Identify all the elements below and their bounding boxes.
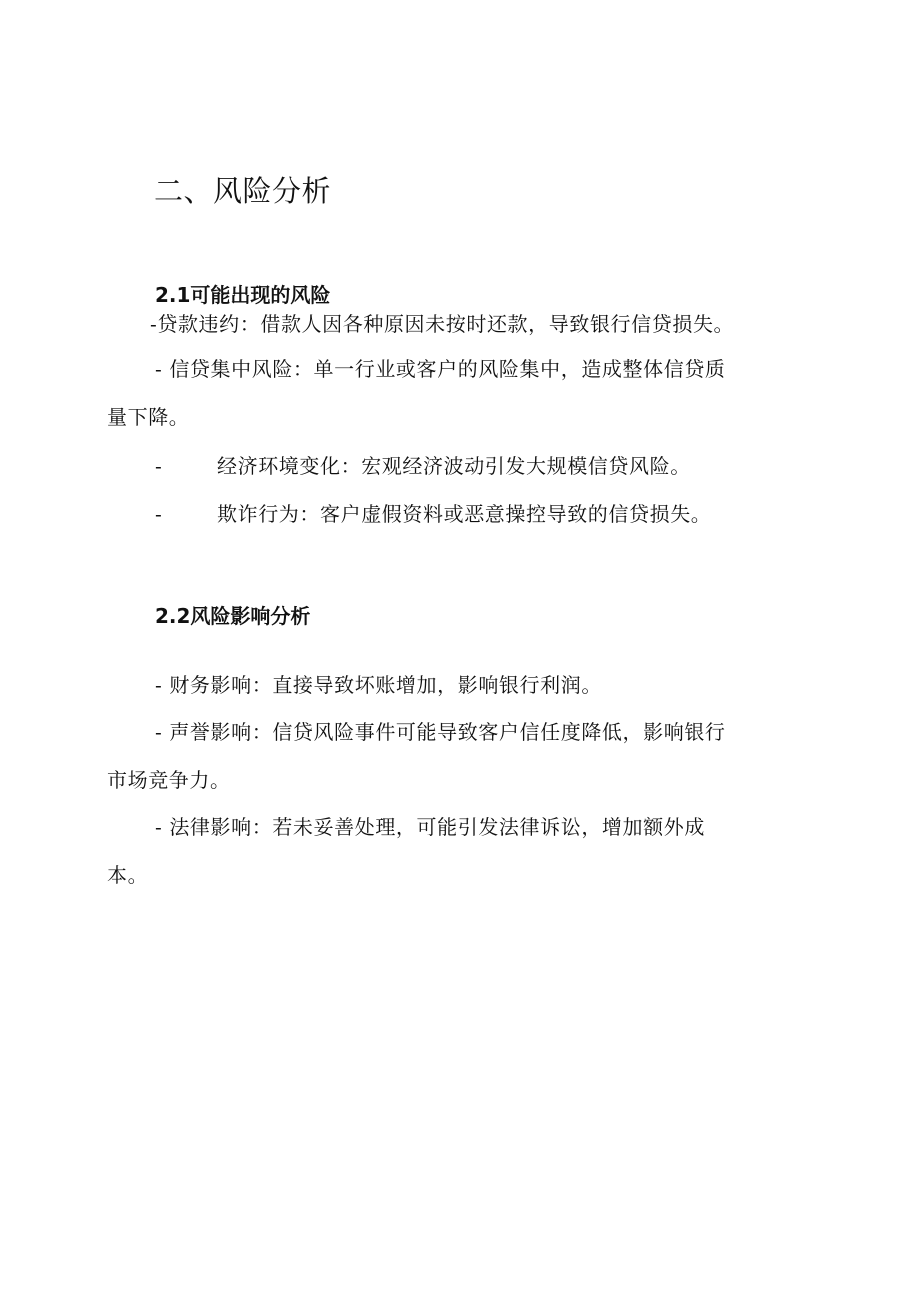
- list-dash: -: [155, 502, 162, 526]
- list-item: [155, 355, 726, 383]
- list-item-text: 信贷集中风险：单一行业或客户的风险集中，造成整体信贷质: [169, 357, 726, 381]
- list-dash: -: [155, 720, 163, 744]
- list-item-text: 法律影响：若未妥善处理，可能引发法律诉讼，增加额外成: [169, 815, 705, 839]
- subsection-heading-impact: 2.2风险影响分析: [155, 604, 311, 628]
- subsection-heading-risks: 2.1可能出现的风险: [155, 283, 331, 307]
- list-item-continuation: 本。: [107, 863, 149, 887]
- section-title: 二、风险分析: [154, 174, 332, 208]
- list-item-text: 声誉影响：信贷风险事件可能导致客户信任度降低，影响银行: [169, 720, 726, 744]
- list-item: [150, 310, 734, 338]
- list-dash: -: [155, 454, 162, 478]
- list-item-continuation: 市场竞争力。: [107, 768, 231, 792]
- list-dash: -: [155, 673, 163, 697]
- list-item: [155, 813, 705, 841]
- list-item-text: 贷款违约：借款人因各种原因未按时还款，导致银行信贷损失。: [157, 312, 735, 336]
- list-item-text: 财务影响：直接导致坏账增加，影响银行利润。: [169, 673, 602, 697]
- list-item-text: 经济环境变化：宏观经济波动引发大规模信贷风险。: [217, 454, 691, 478]
- list-dash: -: [155, 815, 163, 839]
- list-item: [155, 671, 602, 699]
- list-item: [155, 718, 726, 746]
- list-dash: -: [155, 357, 163, 381]
- list-item-text: 欺诈行为：客户虚假资料或恶意操控导致的信贷损失。: [217, 502, 712, 526]
- list-item-continuation: 量下降。: [107, 405, 190, 429]
- list-dash: -: [150, 312, 158, 336]
